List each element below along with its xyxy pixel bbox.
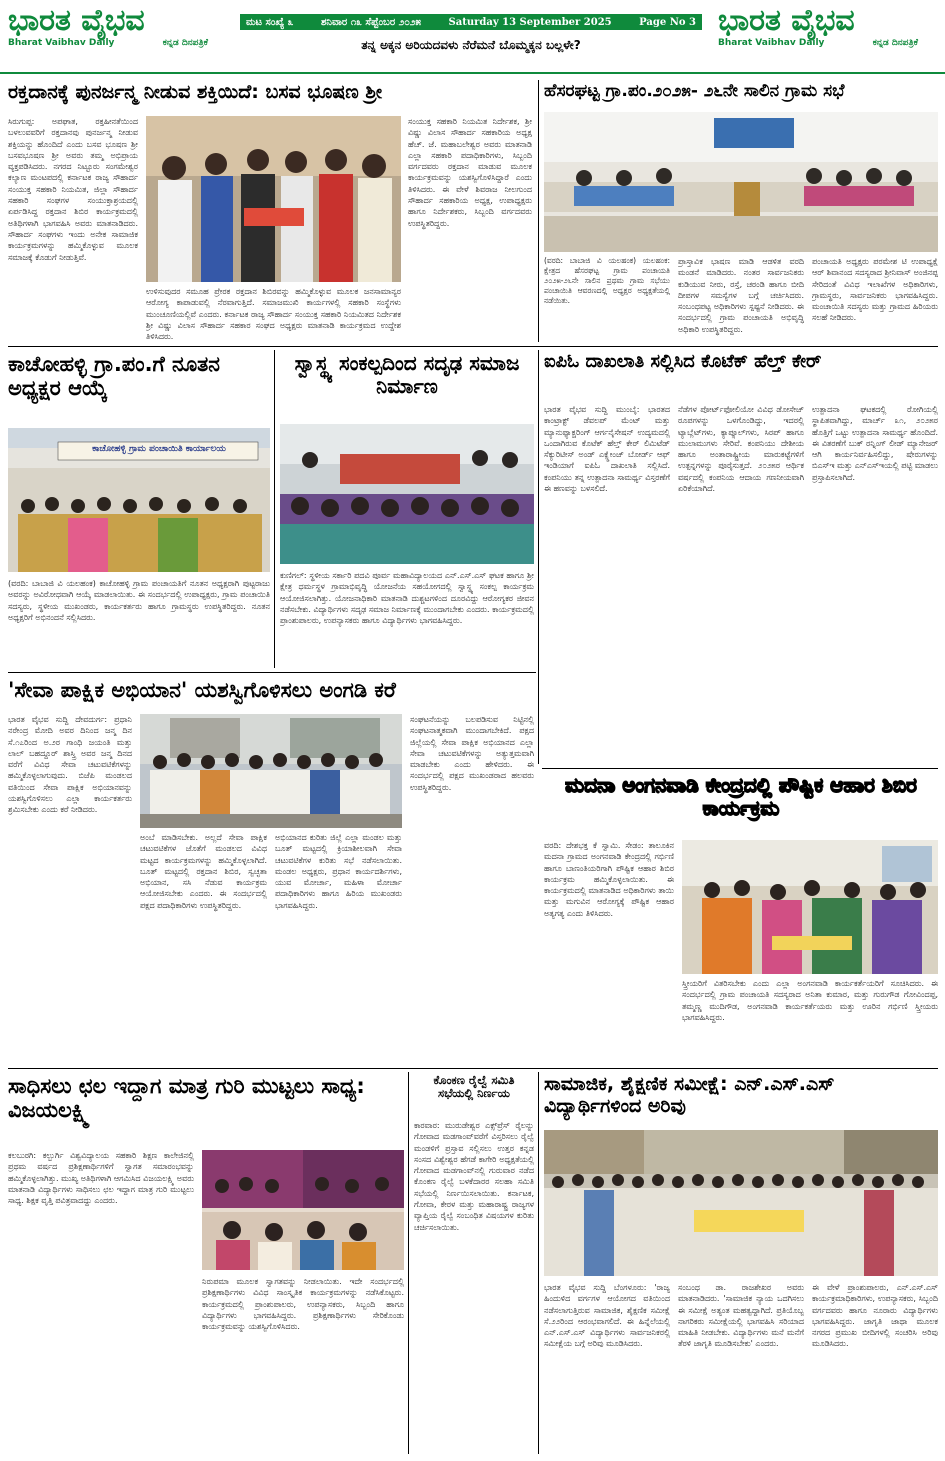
photo-caption: (ವರದಿ: ಬಾಬಾಜಿ ವಿ ಯಲಹಂಕ) ಯಲಹಂಕ: ಕ್ಷೇತ್ರದ ಹೆಸರಘಟ್ಟ ಗ್ರಾಮ ಪಂಚಾಯತಿ ೨೦೨೫-೨೬ನೇ ಸಾಲಿನ ಪ್ರಥಮ ಗ್ರಾಮ ಸಭೆಯು ಪಂಚಾಯಿತಿ ಆವರಣದಲ್ಲಿ ಅಧ್ಯಕ್ಷರ ಅಧ್ಯಕ್ಷತೆಯಲ್ಲಿ ನಡೆಯಿತು.: [544, 256, 670, 305]
article-vijayalakshmi: [8, 1074, 404, 1454]
article-col: ಕಲಬುರಗಿ: ಕಲ್ಬುರ್ಗಿ ವಿಶ್ವವಿದ್ಯಾಲಯ ಸಹಕಾರಿ ಶಿಕ್ಷಣ ಕಾಲೇಜಿನಲ್ಲಿ ಪ್ರಥಮ ವರ್ಷದ ಪ್ರಶಿಕ್ಷಣಾರ್ಥಿಗಳಿಗೆ ಸ್ವಾಗತ ಸಮಾರಂಭವನ್ನು ಹಮ್ಮಿಕೊಳ್ಳಲಾಗಿತ್ತು. ಮುಖ್ಯ ಅತಿಥಿಗಳಾಗಿ ಆಗಮಿಸಿದ ವಿಜಯಲಕ್ಷ್ಮಿ ಅವರು ಮಾತನಾಡಿ ವಿದ್ಯಾರ್ಥಿಗಳು ಸಾಧಿಸಲು ಛಲ ಇದ್ದಾಗ ಮಾತ್ರ ಗುರಿ ಮುಟ್ಟಲು ಸಾಧ್ಯ. ಶಿಕ್ಷಕ ವೃತ್ತಿ ಪವಿತ್ರವಾದದ್ದು ಎಂದರು.: [8, 1151, 194, 1206]
article-col: ನಿರುಪಮಾ ಮೂಲಕ ಸ್ವಾಗತವನ್ನು ನೀಡಲಾಯಿತು. ಇದೇ ಸಂದರ್ಭದಲ್ಲಿ ಪ್ರಶಿಕ್ಷಣಾರ್ಥಿಗಳು ವಿವಿಧ ಸಾಂಸ್ಕೃತಿಕ ಕಾರ್ಯಕ್ರಮಗಳನ್ನು ನಡೆಸಿಕೊಟ್ಟರು. ಕಾರ್ಯಕ್ರಮದಲ್ಲಿ ಪ್ರಾಂಶುಪಾಲರು, ಉಪನ್ಯಾಸಕರು, ಸಿಬ್ಬಂದಿ ಹಾಗೂ ವಿದ್ಯಾರ್ಥಿಗಳು ಭಾಗವಹಿಸಿದ್ದರು. ಪ್ರಶಿಕ್ಷಣಾರ್ಥಿಗಳು ಸೇರಿಕೊಂಡು ಕಾರ್ಯಕ್ರಮವನ್ನು ಯಶಸ್ವಿಗೊಳಿಸಿದರು.: [202, 1277, 404, 1332]
photo-nss: [544, 1130, 938, 1276]
article-col: ಈ ವೇಳೆ ಪ್ರಾಂಶುಪಾಲರು, ಎನ್.ಎಸ್.ಎಸ್ ಕಾರ್ಯಕ್ರಮಾಧಿಕಾರಿಗಳು, ಉಪನ್ಯಾಸಕರು, ಸಿಬ್ಬಂದಿ ವರ್ಗದವರು ಹಾಗೂ ನೂರಾರು ವಿದ್ಯಾರ್ಥಿಗಳು ಭಾಗವಹಿಸಿದ್ದರು. ಜಾಗೃತಿ ಜಾಥಾ ಮೂಲಕ ನಗರದ ಪ್ರಮುಖ ಬೀದಿಗಳಲ್ಲಿ ಸಂಚರಿಸಿ ಅರಿವು ಮೂಡಿಸಿದರು.: [812, 1283, 938, 1349]
article-col: ಸಂಘಟನೆಯನ್ನು ಬಲಪಡಿಸುವ ನಿಟ್ಟಿನಲ್ಲಿ ಸಂಘಟನಾತ್ಮಕವಾಗಿ ಮುಂದಾಗಬೇಕಿದೆ. ಪಕ್ಷದ ಜಿಲ್ಲೆಯಲ್ಲಿ ಸೇವಾ ಪಾಕ್ಷಿಕ ಅಭಿಯಾನದ ಎಲ್ಲಾ ಸೇವಾ ಚಟುವಟಿಕೆಗಳನ್ನು ಅತ್ಯುತ್ತಮವಾಗಿ ಮಾಡಬೇಕು ಎಂದು ಹೇಳಿದರು. ಈ ಸಂದರ್ಭದಲ್ಲಿ ಪಕ್ಷದ ಮುಖಂಡರಾದ ಹಲವರು ಉಪಸ್ಥಿತರಿದ್ದರು.: [410, 715, 534, 792]
masthead-right-sub-en: Bharat Vaibhav Daily: [718, 38, 825, 48]
issue-number: ಮಟ ಸಂಖ್ಯೆ ೩: [246, 16, 294, 28]
photo-vijayalakshmi: [202, 1150, 404, 1270]
article-kotek: [544, 352, 938, 764]
article-col: ಭಾರತ ವೈಭವ ಸುದ್ದಿ ದೇವದುರ್ಗ: ಪ್ರಧಾನಿ ನರೇಂದ್ರ ಮೋದಿ ಅವರ ದಿನಿಂದ ಜನ್ಮ ದಿನ ಸೆ.೧೭ರಿಂದ ಅ.೨ರ ಗಾಂಧಿ ಜಯಂತಿ ಮತ್ತು ಲಾಲ್ ಬಹದ್ದೂರ್ ಶಾಸ್ತ್ರಿ ಅವರ ಜನ್ಮ ದಿನದ ವರೆಗೆ ವಿವಿಧ ಸೇವಾ ಚಟುವಟಿಕೆಗಳನ್ನು ಹಮ್ಮಿಕೊಳ್ಳಲಾಗುವುದು. ಬಿಜೆಪಿ ಮಂಡಲದ ವತಿಯಿಂದ ಸೇವಾ ಪಾಕ್ಷಿಕ ಅಭಿಯಾನವನ್ನು ಯಶಸ್ವಿಗೊಳಿಸಲು ಎಲ್ಲಾ ಕಾರ್ಯಕರ್ತರು ಶ್ರಮಿಸಬೇಕು ಎಂದು ಕರೆ ನೀಡಿದರು.: [8, 715, 132, 815]
article-swasthya: [280, 352, 534, 666]
article-col: ವರದಿ: ದೇಶಭಕ್ತ ಕೆ ಸ್ವಾಮಿ. ಸೇಡಂ: ತಾಲೂಕಿನ ಮದನಾ ಗ್ರಾಮದ ಅಂಗನವಾಡಿ ಕೇಂದ್ರದಲ್ಲಿ ಗರ್ಭಿಣಿ ಹಾಗೂ ಬಾಣಂತಿಯರಿಗಾಗಿ ಪೌಷ್ಟಿಕ ಆಹಾರ ಶಿಬಿರ ಕಾರ್ಯಕ್ರಮ ಹಮ್ಮಿಕೊಳ್ಳಲಾಯಿತು. ಈ ಕಾರ್ಯಕ್ರಮದಲ್ಲಿ ಮಾತನಾಡಿದ ಅಧಿಕಾರಿಗಳು ತಾಯಿ ಮತ್ತು ಮಗುವಿನ ಆರೋಗ್ಯಕ್ಕೆ ಪೌಷ್ಟಿಕ ಆಹಾರ ಅತ್ಯಗತ್ಯ ಎಂದು ತಿಳಿಸಿದರು.: [544, 841, 674, 918]
article-headline: ಸಾಧಿಸಲು ಛಲ ಇದ್ದಾಗ ಮಾತ್ರ ಗುರಿ ಮುಟ್ಟಲು ಸಾಧ್ಯ: ವಿಜಯಲಕ್ಷ್ಮಿ: [8, 1074, 365, 1123]
article-col: ಸಂಬಂಧ ಡಾ. ರಾಜಶೇಖರ ಅವರು ಮಾತನಾಡಿದರು. 'ಸಾಮಾಜಿಕ ನ್ಯಾಯ ಒದಗಿಸಲು ಈ ಸಮೀಕ್ಷೆ ಅತ್ಯಂತ ಮಹತ್ವದ್ದಾಗಿದೆ. ಪ್ರತಿಯೊಬ್ಬ ನಾಗರಿಕರು ಸಮೀಕ್ಷೆಯಲ್ಲಿ ಭಾಗವಹಿಸಿ ಸರಿಯಾದ ಮಾಹಿತಿ ನೀಡಬೇಕು. ವಿದ್ಯಾರ್ಥಿಗಳು ಮನೆ ಮನೆಗೆ ತೆರಳಿ ಜಾಗೃತಿ ಮೂಡಿಸಬೇಕು' ಎಂದರು.: [678, 1283, 804, 1349]
article-headline: ಸಾಮಾಜಿಕ, ಶೈಕ್ಷಣಿಕ ಸಮೀಕ್ಷೆ: ಎನ್.ಎಸ್.ಎಸ್ ವಿದ್ಯಾರ್ಥಿಗಳಿಂದ ಅರಿವು: [544, 1073, 835, 1117]
photo-swasthya: [280, 424, 534, 564]
masthead-right: [718, 4, 938, 68]
photo-gram-sabha: [544, 112, 938, 252]
date-kannada: ಶನಿವಾರ ೧೩ ಸೆಪ್ಟೆಂಬರ ೨೦೨೫: [320, 16, 421, 28]
page-number: Page No 3: [639, 16, 696, 28]
article-headline: 'ಸೇವಾ ಪಾಕ್ಷಿಕ ಅಭಿಯಾನ' ಯಶಸ್ವಿಗೊಳಿಸಲು ಅಂಗಡಿ ಕರೆ: [8, 678, 396, 702]
article-col: ಸಿರುಗುಪ್ಪ: ಅಪಘಾತ, ರಕ್ತಹೀನತೆಯಿಂದ ಬಳಲುವವರಿಗೆ ರಕ್ತದಾನವು ಪುನರ್ಜನ್ಮ ನೀಡುವ ಶಕ್ತಿಯನ್ನು ಹೊಂದಿದೆ ಎಂದು ಬಸವ ಭೂಷಣ ಶ್ರೀ ಬಸವಭೂಷಣ ಶ್ರೀ ಅವರು ತಮ್ಮ ಅಭಿಪ್ರಾಯ ವ್ಯಕ್ತಪಡಿಸಿದರು. ನಗರದ ನಿಟ್ಟೂರು ಸಂಗಮೇಶ್ವರ ಕಲ್ಯಾಣ ಮಂಟಪದಲ್ಲಿ ಕರ್ನಾಟಕ ರಾಜ್ಯ ಸೌಹಾರ್ದ ಸಂಯುಕ್ತ ಸಹಕಾರಿ ನಿಯಮಿತ, ಜಿಲ್ಲಾ ಸೌಹಾರ್ದ ಸಹಕಾರಿ ಸಂಘಗಳ ಸಂಯುಕ್ತಾಶ್ರಯದಲ್ಲಿ ಏರ್ಪಡಿಸಿದ್ದ ರಕ್ತದಾನ ಶಿಬಿರ ಕಾರ್ಯಕ್ರಮದಲ್ಲಿ ಅತಿಥಿಗಳಾಗಿ ಭಾಗವಹಿಸಿ ಅವರು ಮಾತನಾಡಿದರು. ಸೌಹಾರ್ದ ಸಂಘಗಳು ಇಂದು ಅನೇಕ ಸಾಮಾಜಿಕ ಕಾರ್ಯಕ್ರಮಗಳನ್ನು ಹಮ್ಮಿಕೊಳ್ಳುವ ಮೂಲಕ ಸಮಾಜಕ್ಕೆ ಕೊಡುಗೆ ನೀಡುತ್ತಿವೆ.: [8, 117, 138, 262]
masthead-tagline: ತನ್ನ ಅಕ್ಕನ ಅರಿಯದವಳು ನೆರೆಮನೆ ಬೊಮ್ಮಕ್ಕನ ಬಲ್ಲಳೇ?: [361, 38, 581, 52]
article-col: ಅಂಬೆ ಮಾಡಿಸಬೇಕು. ಅಲ್ಲದೆ ಸೇವಾ ಪಾಕ್ಷಿಕ ಚಟುವಟಿಕೆಗಳ ಜೊತೆಗೆ ಮಂಡಲದ ವಿವಿಧ ಮಟ್ಟದ ಕಾರ್ಯಕ್ರಮಗಳನ್ನು ಹಮ್ಮಿಕೊಳ್ಳಲಾಗಿದೆ. ಬೂತ್ ಮಟ್ಟದಲ್ಲಿ ರಕ್ತದಾನ ಶಿಬಿರ, ಸ್ವಚ್ಛತಾ ಅಭಿಯಾನ, ಸಸಿ ನೆಡುವ ಕಾರ್ಯಕ್ರಮ ಆಯೋಜಿಸಬೇಕು ಎಂದರು. ಈ ಸಂದರ್ಭದಲ್ಲಿ ಪಕ್ಷದ ಪದಾಧಿಕಾರಿಗಳು ಉಪಸ್ಥಿತರಿದ್ದರು.: [140, 833, 267, 910]
article-col: ಸ್ತ್ರೀಯರಿಗೆ ವಿತರಿಸಬೇಕು ಎಂದು ಎಲ್ಲಾ ಅಂಗನವಾಡಿ ಕಾರ್ಯಕರ್ತೆಯರಿಗೆ ಸೂಚಿಸಿದರು. ಈ ಸಂದರ್ಭದಲ್ಲಿ ಗ್ರಾಮ ಪಂಚಾಯತಿ ಸದಸ್ಯರಾದ ಅನಿತಾ ಕುಮಾರ, ಮತ್ತು ಗುರುಗೌಡ ಗೋವಿಂದಪ್ಪ, ತಮ್ಮಣ್ಣ ಮುದಿಗೌಡ, ಅಂಗನವಾಡಿ ಕಾರ್ಯಕರ್ತೆಯರು ಮತ್ತು ಊರಿನ ಗರ್ಭಿಣಿ ಸ್ತ್ರೀಯರು ಭಾಗವಹಿಸಿದ್ದರು.: [682, 979, 938, 1022]
date-english: Saturday 13 September 2025: [448, 16, 612, 28]
article-body: ಕಾರವಾರ: ಮುರುಡೇಶ್ವರ ಎಕ್ಸ್‌ಪ್ರೆಸ್ ರೈಲನ್ನು ಗೋವಾದ ಮಡಗಾಂವ್‌ವರೆಗೆ ವಿಸ್ತರಿಸಲು ರೈಲ್ವೆ ಮಂಡಳಿಗೆ ಪ್ರಸ್ತಾವ ಸಲ್ಲಿಸಲು ಉತ್ತರ ಕನ್ನಡ ಸಂಸದ ವಿಶ್ವೇಶ್ವರ ಹೆಗಡೆ ಕಾಗೇರಿ ಅಧ್ಯಕ್ಷತೆಯಲ್ಲಿ ಗೋವಾದ ಮಡಗಾಂವ್‌ನಲ್ಲಿ ಗುರುವಾರ ನಡೆದ ಕೊಂಕಣ ರೈಲ್ವೆ ಬಳಕೆದಾರರ ಸಲಹಾ ಸಮಿತಿ ಸಭೆಯಲ್ಲಿ ನಿರ್ಣಯಿಸಲಾಯಿತು. ಕರ್ನಾಟಕ, ಗೋವಾ, ಕೇರಳ ಮತ್ತು ಮಹಾರಾಷ್ಟ್ರ ರಾಜ್ಯಗಳ ವ್ಯಾಪ್ತಿಯ ರೈಲ್ವೆ ಸಂಬಂಧಿತ ವಿಷಯಗಳ ಕುರಿತು ಚರ್ಚಿಸಲಾಯಿತು.: [414, 1121, 534, 1232]
office-signboard: ಕಾಚೋಹಳ್ಳಿ ಗ್ರಾಮ ಪಂಚಾಯಿತಿ ಕಾರ್ಯಾಲಯ: [92, 444, 226, 454]
article-headline: ಸ್ವಾಸ್ಥ್ಯ ಸಂಕಲ್ಪದಿಂದ ಸದೃಢ ಸಮಾಜ ನಿರ್ಮಾಣ: [294, 351, 520, 398]
article-col: ನೆಡೆಗಳ ಪೋರ್ಟ್‌ಫೋಲಿಯೋ ವಿವಿಧ ಡೋಸೇಜ್ ರೂಪಗಳನ್ನು ಒಳಗೊಂಡಿದ್ದು, ಇದರಲ್ಲಿ ಟ್ಯಾಬ್ಲೆಟ್‌ಗಳು, ಕ್ಯಾಪ್ಸೂಲ್‌ಗಳು, ಸಿರಪ್ ಹಾಗೂ ಮುಲಾಮುಗಳು ಸೇರಿವೆ. ಕಂಪನಿಯು ದೇಶೀಯ ಹಾಗೂ ಅಂತಾರಾಷ್ಟ್ರೀಯ ಮಾರುಕಟ್ಟೆಗಳಿಗೆ ಉತ್ಪನ್ನಗಳನ್ನು ಪೂರೈಸುತ್ತದೆ. ೨೦೨೫ರ ಆರ್ಥಿಕ ವರ್ಷದಲ್ಲಿ ಕಂಪನಿಯ ಆದಾಯ ಗಣನೀಯವಾಗಿ ಏರಿಕೆಯಾಗಿದೆ.: [678, 405, 804, 494]
article-blood-donation: [8, 82, 532, 342]
article-headline: ಐಪಿಓ ದಾಖಲಾತಿ ಸಲ್ಲಿಸಿದ ಕೊಟೆಕ್ ಹೆಲ್ತ್ ಕೇರ್: [544, 351, 822, 372]
masthead-left-sub-kn: ಕನ್ನಡ ದಿನಪತ್ರಿಕೆ: [162, 38, 208, 48]
article-headline: ರಕ್ತದಾನಕ್ಕೆ ಪುನರ್ಜನ್ಮ ನೀಡುವ ಶಕ್ತಿಯಿದೆ: ಬಸವ ಭೂಷಣ ಶ್ರೀ: [8, 81, 383, 103]
article-konkan-railway: [414, 1074, 534, 1454]
article-headline: ಮದನಾ ಅಂಗನವಾಡಿ ಕೇಂದ್ರದಲ್ಲಿ ಪೌಷ್ಟಿಕ ಆಹಾರ ಶಿಬಿರ ಕಾರ್ಯಕ್ರಮ: [565, 773, 917, 820]
article-col: ಅಭಿಯಾನದ ಕುರಿತು ಜಿಲ್ಲೆ ಎಲ್ಲಾ ಮಂಡಲ ಮತ್ತು ಬೂತ್ ಮಟ್ಟದಲ್ಲಿ ಕ್ರಿಯಾಶೀಲವಾಗಿ ಸೇವಾ ಚಟುವಟಿಕೆಗಳ ಕುರಿತು ಸಭೆ ನಡೆಸಲಾಯಿತು. ಮಂಡಲ ಅಧ್ಯಕ್ಷರು, ಪ್ರಧಾನ ಕಾರ್ಯದರ್ಶಿಗಳು, ಯುವ ಮೋರ್ಚಾ, ಮಹಿಳಾ ಮೋರ್ಚಾ ಪದಾಧಿಕಾರಿಗಳು ಹಾಗೂ ಹಿರಿಯ ಮುಖಂಡರು ಭಾಗವಹಿಸಿದ್ದರು.: [275, 833, 402, 910]
article-headline: ಕೊಂಕಣ ರೈಲ್ವೆ ಸಮಿತಿ ಸಭೆಯಲ್ಲಿ ನಿರ್ಣಯ: [433, 1073, 515, 1101]
photo-blood-donation: [146, 116, 401, 282]
photo-seva-pakshika: [140, 714, 402, 828]
article-seva-pakshika: [8, 678, 534, 1064]
article-col: ಪ್ರಾಸ್ತಾವಿಕ ಭಾಷಣ ಮಾಡಿ ಆಡಳಿತ ವರದಿ ಮಂಡನೆ ಮಾಡಿದರು. ನಂತರ ಸಾರ್ವಜನಿಕರು ಕುಡಿಯುವ ನೀರು, ರಸ್ತೆ, ಚರಂಡಿ ಹಾಗೂ ಬೀದಿ ದೀಪಗಳ ಸಮಸ್ಯೆಗಳ ಬಗ್ಗೆ ಚರ್ಚಿಸಿದರು. ಸಂಬಂಧಪಟ್ಟ ಅಧಿಕಾರಿಗಳು ಸ್ಪಷ್ಟನೆ ನೀಡಿದರು. ಈ ಸಂದರ್ಭದಲ್ಲಿ ಗ್ರಾಮ ಪಂಚಾಯತಿ ಅಭಿವೃದ್ಧಿ ಅಧಿಕಾರಿ ಉಪಸ್ಥಿತರಿದ್ದರು.: [678, 257, 804, 334]
article-nss-survey: [544, 1074, 938, 1454]
article-col: ಭಾರತ ವೈಭವ ಸುದ್ದಿ ಮುಂಬೈ: ಭಾರತದ ಕಾಂಟ್ರಾಕ್ಟ್ ಡೆವಲಪ್ ಮೆಂಟ್ ಮತ್ತು ಮ್ಯಾನುಫ್ಯಾಕ್ಚರಿಂಗ್ ಆರ್ಗನೈಸೇಷನ್ ಉದ್ಯಮದಲ್ಲಿ ಒಂದಾಗಿರುವ ಕೊಟೆಕ್ ಹೆಲ್ತ್ ಕೇರ್ ಲಿಮಿಟೆಡ್ ಸೆಕ್ಯುರಿಟೀಸ್ ಅಂಡ್ ಎಕ್ಸ್ಚೇಂಜ್ ಬೋರ್ಡ್ ಆಫ್ ಇಂಡಿಯಾಗೆ ಐಪಿಓ ದಾಖಲಾತಿ ಸಲ್ಲಿಸಿದೆ. ಕಂಪನಿಯು ತನ್ನ ಉತ್ಪಾದನಾ ಸಾಮರ್ಥ್ಯ ವಿಸ್ತರಣೆಗೆ ಈ ಹಣವನ್ನು ಬಳಸಲಿದೆ.: [544, 405, 670, 494]
masthead-date-bar: [240, 14, 702, 30]
article-body: (ವರದಿ: ಬಾಬಾಜಿ ವಿ ಯಲಹಂಕ) ಕಾಚೋಹಳ್ಳಿ ಗ್ರಾಮ ಪಂಚಾಯತಿಗೆ ನೂತನ ಅಧ್ಯಕ್ಷರಾಗಿ ಪುಟ್ಟರಾಜು ಅವರನ್ನು ಅವಿರೋಧವಾಗಿ ಆಯ್ಕೆ ಮಾಡಲಾಯಿತು. ಈ ಸಂದರ್ಭದಲ್ಲಿ ಉಪಾಧ್ಯಕ್ಷರು, ಗ್ರಾಮ ಪಂಚಾಯಿತಿ ಸದಸ್ಯರು, ಸ್ಥಳೀಯ ಮುಖಂಡರು, ಕಾರ್ಯಕರ್ತರು ಹಾಗೂ ಗ್ರಾಮಸ್ಥರು ಉಪಸ್ಥಿತರಿದ್ದರು. ನೂತನ ಅಧ್ಯಕ್ಷರಿಗೆ ಅಭಿನಂದನೆ ಸಲ್ಲಿಸಿದರು.: [8, 579, 270, 622]
masthead-left: [8, 4, 228, 68]
article-col: ಪಂಚಾಯತಿ ಅಧ್ಯಕ್ಷರು ಪರಮೇಶ ಟಿ ಉಪಾಧ್ಯಕ್ಷೆ ಆರ್ ಶಿವಾನಂದ ಸದಸ್ಯರಾದ ಶ್ರೀನಿವಾಸ್ ಅಂಜಿನಪ್ಪ ಸೇರಿದಂತೆ ವಿವಿಧ ಇಲಾಖೆಗಳ ಅಧಿಕಾರಿಗಳು, ಗ್ರಾಮಸ್ಥರು, ಸಾರ್ವಜನಿಕರು ಭಾಗವಹಿಸಿದ್ದರು. ಮಂಚಾಯಿತಿ ಸದಸ್ಯರು ಮತ್ತು ಗ್ರಾಮದ ಹಿರಿಯರು ಸಲಹೆ ನೀಡಿದರು.: [812, 257, 938, 323]
article-col: ಉತ್ಪಾದನಾ ಘಟಕದಲ್ಲಿ ರೋಗಿಯಲ್ಲಿ ಸ್ಥಾಪಿತವಾಗಿದ್ದು, ಮಾರ್ಚ್ ೩೧, ೨೦೨೫ರ ಹೊತ್ತಿಗೆ ಒಟ್ಟು ಉತ್ಪಾದನಾ ಸಾಮರ್ಥ್ಯ ಹೊಂದಿದೆ. ಈ ವಿತರಣೆಗೆ ಬುಕ್ ರನ್ನಿಂಗ್ ಲೀಡ್ ಮ್ಯಾನೇಜರ್ ಆಗಿ ಕಾರ್ಯನಿರ್ವಹಿಸಲಿದ್ದು, ಷೇರುಗಳನ್ನು ಬಿಎಸ್‌ಇ ಮತ್ತು ಎನ್‌ಎಸ್‌ಇಯಲ್ಲಿ ಪಟ್ಟಿ ಮಾಡಲು ಪ್ರಸ್ತಾಪಿಸಲಾಗಿದೆ.: [812, 405, 938, 482]
article-col: ಸಂಯುಕ್ತ ಸಹಕಾರಿ ನಿಯಮಿತ ನಿರ್ದೇಶಕ, ಶ್ರೀ ವಿಷ್ಣು ವಿಲಾಸ ಸೌಹಾರ್ದ ಸಹಕಾರಿಯ ಅಧ್ಯಕ್ಷ ಹೆಚ್. ಜೆ. ಮಹಾಬಲೇಶ್ವರ ಅವರು ಮಾತನಾಡಿ ಎಲ್ಲಾ ಸಹಕಾರಿ ಪದಾಧಿಕಾರಿಗಳು, ಸಿಬ್ಬಂದಿ ವರ್ಗದವರು ರಕ್ತದಾನ ಮಾಡುವ ಮೂಲಕ ಕಾರ್ಯಕ್ರಮವನ್ನು ಯಶಸ್ವಿಗೊಳಿಸಿದ್ದಾರೆ ಎಂದು ತಿಳಿಸಿದರು. ಈ ವೇಳೆ ಶಿವರಾಜ ನೀಲಗುಂದ ಸೌಹಾರ್ದ ಸಹಕಾರಿಯ ಅಧ್ಯಕ್ಷ, ಉಪಾಧ್ಯಕ್ಷರು ಹಾಗೂ ನಿರ್ದೇಶಕರು, ಸಿಬ್ಬಂದಿ ವರ್ಗದವರು ಉಪಸ್ಥಿತರಿದ್ದರು.: [408, 117, 532, 228]
masthead-left-title: ಭಾರತ ವೈಭವ: [8, 3, 145, 38]
article-anganavadi: [544, 774, 938, 1064]
masthead-right-title: ಭಾರತ ವೈಭವ: [718, 3, 855, 38]
article-body: ಕುಣಿಗಲ್: ಸ್ಥಳೀಯ ಸರ್ಕಾರಿ ಪದವಿ ಪೂರ್ವ ಮಹಾವಿದ್ಯಾಲಯದ ಎನ್.ಎಸ್.ಎಸ್ ಘಟಕ ಹಾಗೂ ಶ್ರೀ ಕ್ಷೇತ್ರ ಧರ್ಮಸ್ಥಳ ಗ್ರಾಮಾಭಿವೃದ್ಧಿ ಯೋಜನೆಯ ಸಹಯೋಗದಲ್ಲಿ ಸ್ವಾಸ್ಥ್ಯ ಸಂಕಲ್ಪ ಕಾರ್ಯಕ್ರಮ ಆಯೋಜಿಸಲಾಗಿತ್ತು. ಯೋಜನಾಧಿಕಾರಿ ಮಾತನಾಡಿ ದುಶ್ಚಟಗಳಿಂದ ದೂರವಿದ್ದು ಆರೋಗ್ಯಕರ ಜೀವನ ನಡೆಸಬೇಕು. ವಿದ್ಯಾರ್ಥಿಗಳು ಸದೃಢ ಸಮಾಜ ನಿರ್ಮಾಣಕ್ಕೆ ಮುಂದಾಗಬೇಕು ಎಂದರು. ಕಾರ್ಯಕ್ರಮದಲ್ಲಿ ಪ್ರಾಂಶುಪಾಲರು, ಉಪನ್ಯಾಸಕರು ಹಾಗೂ ವಿದ್ಯಾರ್ಥಿಗಳು ಭಾಗವಹಿಸಿದ್ದರು.: [280, 571, 534, 626]
article-headline: ಹೆಸರಘಟ್ಟ ಗ್ರಾ.ಪಂ.೨೦೨೫- ೨೬ನೇ ಸಾಲಿನ ಗ್ರಾಮ ಸಭೆ: [544, 81, 845, 101]
article-kachohalli: [8, 352, 270, 666]
masthead: [0, 0, 945, 72]
article-col: ಭಾರತ ವೈಭವ ಸುದ್ದಿ ಬೆಂಗಳೂರು: 'ರಾಜ್ಯ ಹಿಂದುಳಿದ ವರ್ಗಗಳ ಆಯೋಗದ ವತಿಯಿಂದ ನಡೆಸಲಾಗುತ್ತಿರುವ ಸಾಮಾಜಿಕ, ಶೈಕ್ಷಣಿಕ ಸಮೀಕ್ಷೆ ಸೆ.೨೨ರಿಂದ ಆರಂಭವಾಗಲಿದೆ. ಈ ಹಿನ್ನೆಲೆಯಲ್ಲಿ ಎನ್.ಎಸ್.ಎಸ್ ವಿದ್ಯಾರ್ಥಿಗಳು ಸಾರ್ವಜನಿಕರಲ್ಲಿ ಸಮೀಕ್ಷೆಯ ಬಗ್ಗೆ ಅರಿವು ಮೂಡಿಸಿದರು.: [544, 1283, 670, 1349]
masthead-right-sub-kn: ಕನ್ನಡ ದಿನಪತ್ರಿಕೆ: [872, 38, 918, 48]
article-col: ಉಳಿಸುವುದರ ಸಮೂಹ ಪ್ರೇರಕ ರಕ್ತದಾನ ಶಿಬಿರವನ್ನು ಹಮ್ಮಿಕೊಳ್ಳುವ ಮೂಲಕ ಜನಸಾಮಾನ್ಯರ ಆರೋಗ್ಯ ಕಾಪಾಡುವಲ್ಲಿ ನೆರವಾಗುತ್ತಿದೆ. ಸಮಾಜಮುಖಿ ಕಾರ್ಯಗಳಲ್ಲಿ ಸಹಕಾರಿ ಸಂಸ್ಥೆಗಳು ಮುಂಚೂಣಿಯಲ್ಲಿವೆ ಎಂದರು. ಕರ್ನಾಟಕ ರಾಜ್ಯ ಸೌಹಾರ್ದ ಸಂಯುಕ್ತ ಸಹಕಾರಿ ನಿಯಮಿತದ ನಿರ್ದೇಶಕ ಶ್ರೀ ವಿಷ್ಣು ವಿಲಾಸ ಸೌಹಾರ್ದ ಸಹಕಾರ ಸಂಘದ ಅಧ್ಯಕ್ಷರು ಮಾತನಾಡಿ ಕಾರ್ಯಕ್ರಮದ ಉದ್ದೇಶ ತಿಳಿಸಿದರು.: [146, 287, 401, 342]
masthead-left-sub-en: Bharat Vaibhav Daily: [8, 38, 115, 48]
article-headline: ಕಾಚೋಹಳ್ಳಿ ಗ್ರಾ.ಪಂ.ಗೆ ನೂತನ ಅಧ್ಯಕ್ಷರ ಆಯ್ಕೆ: [8, 352, 220, 401]
photo-anganavadi: [682, 840, 938, 974]
article-hesaraghatta: [544, 82, 938, 342]
